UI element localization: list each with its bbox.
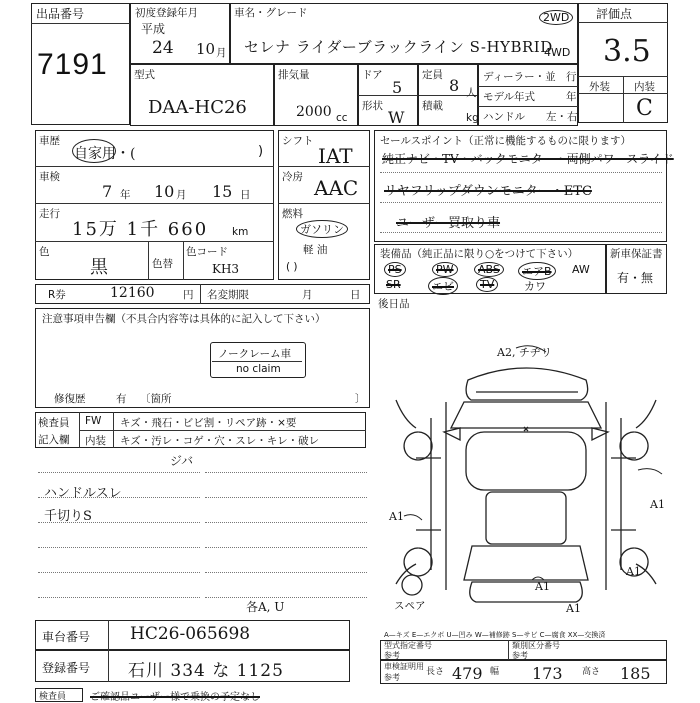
history-value: 自家用・( [74, 146, 136, 162]
dim-width: 173 [532, 664, 563, 683]
mark-a1-hatch: A1 [535, 580, 550, 593]
doors-value: 5 [392, 78, 403, 97]
drive-2wd: 2WD [539, 10, 573, 25]
grade-label: 評価点 [596, 7, 633, 21]
tire-note: 各A, U [246, 600, 285, 614]
inspection-month: 10 [154, 182, 175, 201]
plate-value: 石川 334 な 1125 [128, 661, 284, 681]
inspection-year: 7 [102, 182, 113, 201]
car-diagram [376, 340, 696, 620]
name-grade-label: 車名・グレード [234, 7, 308, 19]
dim-length: 479 [452, 664, 483, 683]
recycle-box [35, 284, 370, 304]
spare-label: スペア [394, 600, 426, 612]
name-grade-value: セレナ ライダーブラックライン S-HYBRID [244, 38, 553, 56]
sales-line-2: リヤフリップダウンモニター・ETC [384, 184, 592, 199]
int-grade: C [636, 96, 653, 121]
sales-line-3: ユーザー買取り車 [396, 216, 501, 231]
mark-a1-rear: A1 [566, 602, 581, 615]
lot-number: 7191 [37, 48, 108, 81]
drive-4wd: 4WD [544, 46, 571, 59]
mark-a1-side: A1 [626, 565, 641, 578]
footer-value: ご確認品ユーザー様で乗換の予定なし [90, 692, 260, 703]
recycle-value: 12160 [110, 285, 155, 301]
first-reg-month: 10 [196, 40, 216, 58]
chassis-value: HC26-065698 [130, 624, 251, 644]
first-reg-label: 初度登録年月 [135, 7, 198, 19]
first-reg-year: 24 [152, 38, 174, 58]
first-reg-era: 平成 [141, 22, 166, 36]
sales-line-1: 純正ナビ・TV・バックモニター・両側パワースライド [382, 152, 674, 166]
color-value: 黒 [90, 257, 108, 278]
mark-a1-right: A1 [650, 498, 665, 511]
mileage-value: 15万 1千 660 [72, 219, 209, 240]
fuel-selected: ガソリン [296, 220, 348, 238]
legend: A—キズ E—エクボ U—凹み W—補修跡 S—サビ C—腐食 XX—交換済 [384, 631, 606, 639]
lot-label: 出品番号 [36, 7, 85, 21]
color-code: KH3 [212, 262, 240, 276]
inspection-day: 15 [212, 182, 233, 201]
capacity-value: 8 [449, 76, 460, 95]
diagram-top-note: A2, チヂリ [497, 346, 552, 359]
note-hw-2: ハンドルスレ [44, 486, 122, 501]
note-hw-3: 千切りS [44, 509, 92, 524]
displacement-value: 2000 [296, 104, 332, 120]
shape-value: W [388, 108, 405, 127]
grade-score: 3.5 [603, 34, 651, 69]
model-value: DAA-HC26 [148, 97, 247, 118]
aircon-value: AAC [314, 176, 359, 200]
note-hw-1: ジバ [170, 454, 194, 468]
shift-value: IAT [318, 144, 353, 168]
dim-height: 185 [620, 664, 651, 683]
mark-a1-left: A1 [389, 510, 404, 523]
